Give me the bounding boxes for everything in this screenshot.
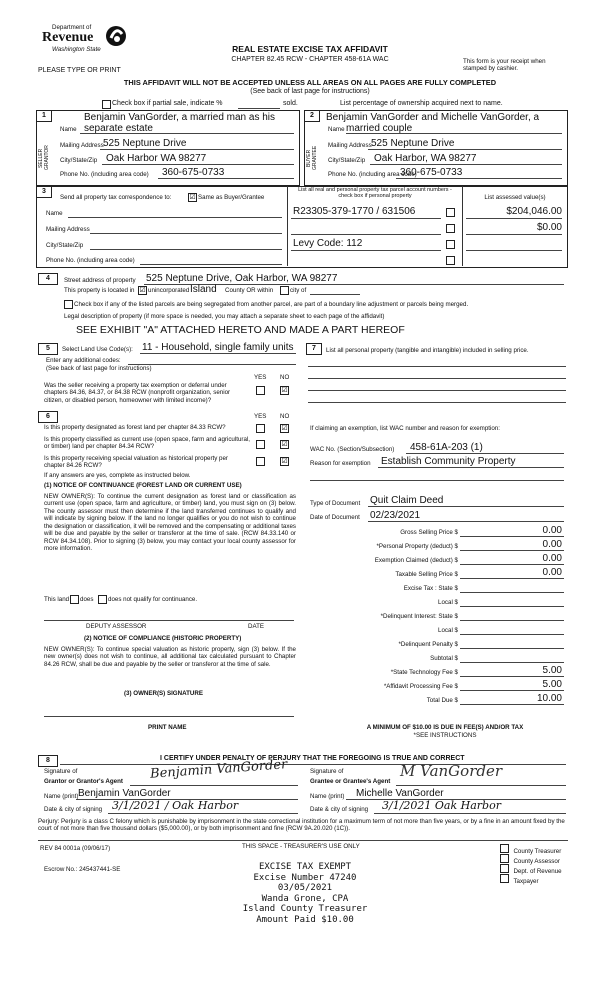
notice2-title: (2) NOTICE OF COMPLIANCE (HISTORIC PROPERTY) <box>84 635 242 642</box>
stamp-line: Excise Number 47240 <box>253 872 357 883</box>
assessed-value-2[interactable]: $0.00 <box>536 222 562 233</box>
deputy-date: DATE <box>248 623 265 630</box>
seller-name-label: Name <box>60 126 77 133</box>
see-back: (See back of last page for instructions) <box>250 88 370 95</box>
tax-row-label: Exemption Claimed (deduct) $ <box>374 557 458 564</box>
located-text: This property is located in <box>64 287 135 294</box>
seller-phone-label: Phone No. (including area code) <box>60 171 149 178</box>
dist-taxpayer[interactable]: Taxpayer <box>500 870 539 888</box>
tax-row-label: Local $ <box>438 599 458 606</box>
parcel-number-value[interactable]: R23305-379-1770 / 631506 <box>293 206 416 217</box>
additional-codes-label: Enter any additional codes: <box>46 357 121 364</box>
sec6-number: 6 <box>38 411 58 423</box>
grantee-name-label: Name (print) <box>310 793 345 800</box>
street-label: Street address of property <box>64 277 136 284</box>
segregate-text: Check box if any of the listed parcels are being segregated from another parcel, are part of a boundary line adjustment or parcels being merged. <box>74 301 469 308</box>
exemption-text: If claiming an exemption, list WAC number and reason for exemption: <box>310 425 500 432</box>
logo-revenue: Revenue <box>42 30 94 45</box>
reason-label: Reason for exemption <box>310 460 371 467</box>
sec5-see-back: (See back of last page for instructions) <box>46 365 152 372</box>
seller-grantor-label: SELLER GRANTOR <box>38 145 50 171</box>
stamp-line: Amount Paid $10.00 <box>256 914 354 925</box>
grantee-signature[interactable]: M VanGorder <box>400 762 503 780</box>
partial-sale-checkbox[interactable] <box>102 100 111 109</box>
dor-logo <box>38 24 138 66</box>
wac-label: WAC No. (Section/Subsection) <box>310 446 395 453</box>
buyer-phone-label: Phone No. (including area code) <box>328 171 417 178</box>
q2-no-checkbox[interactable]: ☑ <box>281 441 288 448</box>
form-title: REAL ESTATE EXCISE TAX AFFIDAVIT <box>232 44 388 54</box>
assessed-header: List assessed value(s) <box>484 194 546 201</box>
tax-row-label: *Personal Property (deduct) $ <box>376 543 458 550</box>
unincorporated-label: unincorporated <box>148 287 190 294</box>
buyer-name-line2[interactable]: married couple <box>346 123 413 134</box>
this-land-label: This land <box>44 596 70 603</box>
seller-mailing-value[interactable]: 525 Neptune Drive <box>103 138 187 149</box>
grantor-sig-of: Signature of <box>44 768 78 775</box>
sec5-no: NO <box>280 374 290 381</box>
receipt-note: This form is your receipt when stamped by cashier. <box>463 58 546 73</box>
ownership-note: List percentage of ownership acquired next to name. <box>340 100 503 107</box>
minimum-due: A MINIMUM OF $10.00 IS DUE IN FEE(S) AND/OR TAX <box>366 724 524 731</box>
notice1-title: (1) NOTICE OF CONTINUANCE (FOREST LAND OR CURRENT USE) <box>44 482 242 489</box>
notice2-text: NEW OWNER(S): To continue special valuation as historic property, sign (3) below. If the new owner(s) does not wish to continue, all additional tax calculated pursuant to Chapter 84.26 RCW, shall be due and payable by the seller or transferor at the time of sale. <box>44 646 296 668</box>
corr-phone-label: Phone No. (including area code) <box>46 257 135 264</box>
q2-yes-checkbox[interactable] <box>256 440 265 449</box>
escrow-number: Escrow No.: 245437441-SE <box>44 866 121 873</box>
tax-row-label: Gross Selling Price $ <box>400 529 458 536</box>
partial-sold: sold. <box>283 100 298 107</box>
send-label: Send all property tax correspondence to: <box>60 194 172 201</box>
partial-pct-line[interactable] <box>238 108 280 109</box>
seller-city-label: City/State/Zip <box>60 157 98 164</box>
dist-county-treasurer[interactable]: County Treasurer <box>500 840 561 858</box>
seller-name-value[interactable]: Benjamin VanGorder, a married man as his separate estate <box>84 112 276 134</box>
buyer-mailing-value[interactable]: 525 Neptune Drive <box>371 138 455 149</box>
sec5-question: Was the seller receiving a property tax exemption or deferral under chapters 84.36, 84.37, or 84.38 RCW (nonprofit organization, senior citizen, or disabled person, homeowner with limited income)? <box>44 382 231 404</box>
sec3-number: 3 <box>36 186 52 198</box>
deputy-assessor: DEPUTY ASSESSOR <box>86 623 147 630</box>
parcel-1-personal-checkbox[interactable] <box>446 208 455 217</box>
tax-row-value[interactable]: 0.00 <box>542 553 562 564</box>
street-value[interactable]: 525 Neptune Drive, Oak Harbor, WA 98277 <box>146 273 338 284</box>
unincorporated-checkbox[interactable]: ☑ <box>139 287 146 294</box>
sec6-q1: Is this property designated as forest land per chapter 84.33 RCW? <box>44 424 226 431</box>
sec5-no-checkbox[interactable]: ☑ <box>281 387 288 394</box>
sec1-number: 1 <box>36 110 52 122</box>
assessed-value-1[interactable]: $204,046.00 <box>506 206 562 217</box>
tax-row-value[interactable]: 0.00 <box>542 525 562 536</box>
county-value[interactable]: Island <box>190 284 217 295</box>
sec2-number: 2 <box>304 110 320 122</box>
certify-text: I CERTIFY UNDER PENALTY OF PERJURY THAT THE FOREGOING IS TRUE AND CORRECT <box>160 755 465 762</box>
county-text: County OR within <box>225 287 274 294</box>
doc-type-label: Type of Document <box>310 500 361 507</box>
tax-row-value[interactable]: 0.00 <box>542 539 562 550</box>
corr-mailing-label: Mailing Address <box>46 226 90 233</box>
personal-property-label: List all personal property (tangible and intangible) included in selling price. <box>326 347 529 354</box>
grantor-date-label: Date & city of signing <box>44 806 103 813</box>
parcel-4-personal-checkbox[interactable] <box>446 256 455 265</box>
tax-row-label: Taxable Selling Price $ <box>395 571 458 578</box>
please-type: PLEASE TYPE OR PRINT <box>38 67 121 74</box>
stamp-line: Island County Treasurer <box>242 904 368 914</box>
seller-phone-value[interactable]: 360-675-0733 <box>162 167 225 178</box>
corr-city-label: City/State/Zip <box>46 242 84 249</box>
does-not-checkbox[interactable] <box>98 595 107 604</box>
buyer-city-label: City/State/Zip <box>328 157 366 164</box>
levy-code[interactable]: Levy Code: 112 <box>293 238 363 249</box>
stamp-line: EXCISE TAX EXEMPT <box>258 862 352 872</box>
tax-row-value[interactable]: 0.00 <box>542 567 562 578</box>
tax-row-label: *State Technology Fee $ <box>390 669 458 676</box>
grantee-date-value[interactable]: 3/1/2021 Oak Harbor <box>382 799 501 812</box>
grantor-signature[interactable]: Benjamin VanGorder <box>149 757 288 782</box>
city-of-checkbox[interactable] <box>280 286 289 295</box>
sec4-number: 4 <box>38 273 58 285</box>
tax-row-label: *Delinquent Interest: State $ <box>380 613 458 620</box>
grantor-date-value[interactable]: 3/1/2021 / Oak Harbor <box>112 799 239 812</box>
doc-date-value[interactable]: 02/23/2021 <box>370 510 421 521</box>
sec7-number: 7 <box>306 343 322 355</box>
logo-dept: Department of <box>52 24 92 31</box>
sec6-yes: YES <box>254 413 267 420</box>
stamp-line: Wanda Grone, CPA <box>261 893 349 904</box>
doc-type-value[interactable]: Quit Claim Deed <box>370 495 444 506</box>
same-as-buyer-checkbox[interactable]: ☑ <box>189 194 196 201</box>
tax-row-label: Local $ <box>438 627 458 634</box>
print-name-label: PRINT NAME <box>148 724 187 731</box>
wac-value[interactable]: 458-61A-203 (1) <box>410 442 483 453</box>
sec6-no: NO <box>280 413 290 420</box>
grantee-sig-of: Signature of <box>310 768 344 775</box>
segregate-checkbox[interactable] <box>64 300 73 309</box>
grantor-name-value[interactable]: Benjamin VanGorder <box>78 788 171 799</box>
parcel-2-personal-checkbox[interactable] <box>446 224 455 233</box>
treasurer-only: THIS SPACE - TREASURER'S USE ONLY <box>242 843 360 850</box>
sec6-q2: Is this property classified as current use (open space, farm and agricultural, or timber) land per chapter 84.34 RCW? <box>44 436 251 451</box>
seller-mailing-label: Mailing Address <box>60 142 104 149</box>
tax-row-value[interactable]: 5.00 <box>542 679 562 690</box>
tax-row-label: Excise Tax : State $ <box>403 585 458 592</box>
grantor-agent-label: Grantor or Grantor's Agent <box>44 778 123 785</box>
tax-row-label: *Affidavit Processing Fee $ <box>383 683 458 690</box>
form-chapters: CHAPTER 82.45 RCW - CHAPTER 458-61A WAC <box>231 56 389 63</box>
if-yes-note: If any answers are yes, complete as instructed below. <box>44 472 191 479</box>
city-of-label: city of <box>290 287 307 294</box>
parcel-header: List all real and personal property tax parcel account numbers - check box if personal property <box>298 187 452 200</box>
sec5-yes-checkbox[interactable] <box>256 386 265 395</box>
land-use-value[interactable]: 11 - Household, single family units <box>142 342 294 353</box>
parcel-3-personal-checkbox[interactable] <box>446 240 455 249</box>
buyer-grantee-label: BUYER GRANTEE <box>306 145 318 171</box>
notice1-text: NEW OWNER(S): To continue the current designation as forest land or classification as current use (open space, farm and agriculture, or timber) land, you must sign on (3) below. The county assessor must then determine if the land transferred continues to qualify and will indicate by signing below. If the land no longer qualifies or you do not wish to continue the designation or classification, it will be removed and the compensating or additional taxes will be due and payable by the seller or transferor at the time of sale. (RCW 84.33.140 or RCW 84.34.108). Prior to signing (3) below, you may contact your local county assessor for more information. <box>44 493 296 553</box>
tax-row-label: Total Due $ <box>426 697 458 704</box>
rev-number: REV 84 0001a (09/06/17) <box>40 845 111 852</box>
sec5-number: 5 <box>38 343 58 355</box>
grantor-name-label: Name (print) <box>44 793 79 800</box>
logo-state: Washington State <box>52 46 101 53</box>
tax-row-label: Subtotal $ <box>430 655 458 662</box>
buyer-phone-value[interactable]: 360-675-0733 <box>400 167 463 178</box>
tax-row-label: *Delinquent Penalty $ <box>398 641 458 648</box>
perjury-text: Perjury: Perjury is a class C felony which is punishable by imprisonment in the state correctional institution for a maximum term of not more than five years, or by a fine in an amount fixed by the court of not more than five thousand dollars ($5,000.00), or by both imprisonment and fine (RCW 9A.20.020 (1C)). <box>38 818 565 833</box>
does-checkbox[interactable] <box>70 595 79 604</box>
same-as-buyer-label: Same as Buyer/Grantee <box>198 194 265 201</box>
grantee-name-value[interactable]: Michelle VanGorder <box>356 788 444 799</box>
corr-name-label: Name <box>46 210 63 217</box>
reason-value[interactable]: Establish Community Property <box>381 456 516 467</box>
dor-logo-mark-icon <box>104 24 128 48</box>
q3-no-checkbox[interactable]: ☑ <box>281 458 288 465</box>
tax-row-value[interactable]: 5.00 <box>542 665 562 676</box>
land-use-label: Select Land Use Code(s): <box>62 346 133 353</box>
grantee-date-label: Date & city of signing <box>310 806 369 813</box>
q3-yes-checkbox[interactable] <box>256 457 265 466</box>
sec5-yes: YES <box>254 374 267 381</box>
sec6-q3: Is this property receiving special valuation as historical property per chapter 84.26 RCW? <box>44 455 228 470</box>
buyer-mailing-label: Mailing Address <box>328 142 372 149</box>
owner-signature-label: (3) OWNER(S) SIGNATURE <box>124 690 203 697</box>
dist-county-assessor[interactable]: County Assessor <box>500 850 560 868</box>
seller-city-value[interactable]: Oak Harbor WA 98277 <box>106 153 207 164</box>
buyer-city-value[interactable]: Oak Harbor, WA 98277 <box>374 153 477 164</box>
doc-date-label: Date of Document <box>310 514 360 521</box>
buyer-name-value[interactable]: Benjamin VanGorder and Michelle VanGorder, a <box>326 112 540 123</box>
does-label: does <box>80 596 94 603</box>
stamp-line: 03/05/2021 <box>277 883 333 893</box>
legal-text: Legal description of property (if more space is needed, you may attach a separate sheet to each page of the affidavit) <box>64 313 385 320</box>
treasurer-stamp <box>230 862 380 925</box>
sec8-number: 8 <box>38 755 58 767</box>
q1-no-checkbox[interactable]: ☑ <box>281 425 288 432</box>
grantee-agent-label: Grantee or Grantee's Agent <box>310 778 391 785</box>
dist-dept-revenue[interactable]: Dept. of Revenue <box>500 860 562 878</box>
tax-row-value[interactable]: 10.00 <box>536 693 562 704</box>
see-instructions: *SEE INSTRUCTIONS <box>413 732 477 739</box>
form-warning: THIS AFFIDAVIT WILL NOT BE ACCEPTED UNLESS ALL AREAS ON ALL PAGES ARE FULLY COMPLETED <box>123 78 497 87</box>
does-not-label: does not qualify for continuance. <box>108 596 198 603</box>
exhibit-text[interactable]: SEE EXHIBIT "A" ATTACHED HERETO AND MADE A PART HEREOF <box>76 324 405 336</box>
buyer-name-label: Name <box>328 126 345 133</box>
q1-yes-checkbox[interactable] <box>256 424 265 433</box>
partial-sale-label: Check box if partial sale, indicate % <box>112 100 223 107</box>
